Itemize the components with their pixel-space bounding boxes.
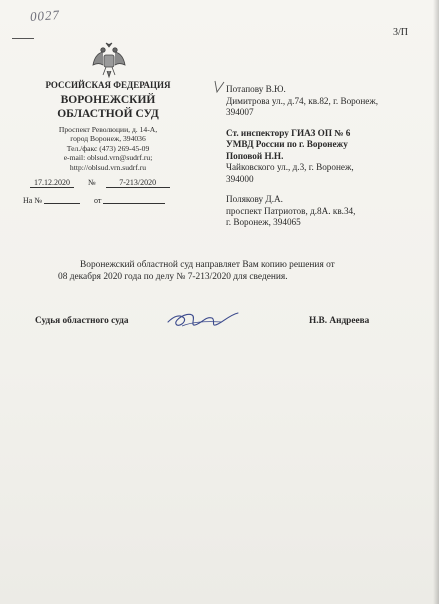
court-name bbox=[8, 93, 208, 121]
sender-block bbox=[8, 80, 208, 172]
recipient-name: Потапову В.Ю. bbox=[226, 84, 286, 94]
recipient-address-line: Чайковского ул., д.3, г. Воронеж, bbox=[226, 162, 354, 172]
court-name-line1: ВОРОНЕЖСКИЙ bbox=[60, 94, 156, 106]
recipient-address-line: г. Воронеж, 394065 bbox=[226, 217, 301, 227]
recipient-1 bbox=[226, 84, 416, 119]
handwritten-signature bbox=[162, 306, 242, 334]
letter-body bbox=[58, 259, 392, 283]
country-name: РОССИЙСКАЯ ФЕДЕРАЦИЯ bbox=[45, 80, 171, 90]
body-line1: Воронежский областной суд направляет Вам копию решения от bbox=[80, 260, 335, 270]
page-edge-shadow bbox=[433, 0, 439, 604]
margin-dash bbox=[12, 38, 34, 39]
body-line2: 08 декабря 2020 года по делу № 7-213/2020 для сведения. bbox=[58, 272, 288, 282]
recipient-name: Полякову Д.А. bbox=[226, 194, 283, 204]
phone: Тел./факс (473) 269-45-09 bbox=[66, 143, 150, 153]
judge-title: Судья областного суда bbox=[35, 316, 129, 326]
from-label: от bbox=[93, 196, 102, 205]
recipient-address-line: 394007 bbox=[226, 107, 254, 117]
recipient-3 bbox=[226, 194, 416, 229]
court-name-line2: ОБЛАСТНОЙ СУД bbox=[57, 108, 159, 120]
reply-label: На № bbox=[23, 196, 42, 205]
handwritten-number: 0027 bbox=[29, 6, 61, 25]
reply-reference-line bbox=[23, 194, 165, 205]
registration-number: 7-213/2020 bbox=[106, 178, 170, 188]
address-line2: город Воронеж, 394036 bbox=[70, 134, 146, 144]
recipients-block bbox=[226, 84, 416, 238]
recipient-address-line: проспект Патриотов, д.8А. кв.34, bbox=[226, 205, 356, 216]
reply-date-blank bbox=[103, 194, 165, 204]
check-mark-icon bbox=[212, 80, 226, 94]
website: http://oblsud.vrn.sudrf.ru bbox=[69, 162, 147, 172]
email: e-mail: oblsud.vrn@sudrf.ru; bbox=[63, 153, 153, 163]
judge-name: Н.В. Андреева bbox=[309, 316, 370, 326]
registration-line bbox=[30, 178, 170, 188]
copy-mark: 3/П bbox=[393, 27, 408, 38]
recipient-2 bbox=[226, 128, 416, 186]
recipient-address-line: Димитрова ул., д.74, кв.82, г. Воронеж, bbox=[226, 95, 378, 106]
recipient-name-line: УМВД России по г. Воронежу bbox=[226, 139, 348, 149]
address-line1: Проспект Революции, д. 14-А, bbox=[58, 125, 158, 134]
coat-of-arms-icon bbox=[91, 41, 127, 79]
number-label: № bbox=[88, 178, 96, 187]
court-address bbox=[8, 125, 208, 172]
reply-number-blank bbox=[44, 194, 80, 204]
recipient-name-line: Поповой Н.Н. bbox=[226, 150, 284, 161]
registration-date: 17.12.2020 bbox=[30, 178, 74, 188]
recipient-address-line: 394000 bbox=[226, 173, 254, 184]
recipient-name-line: Ст. инспектору ГИАЗ ОП № 6 bbox=[226, 127, 351, 138]
